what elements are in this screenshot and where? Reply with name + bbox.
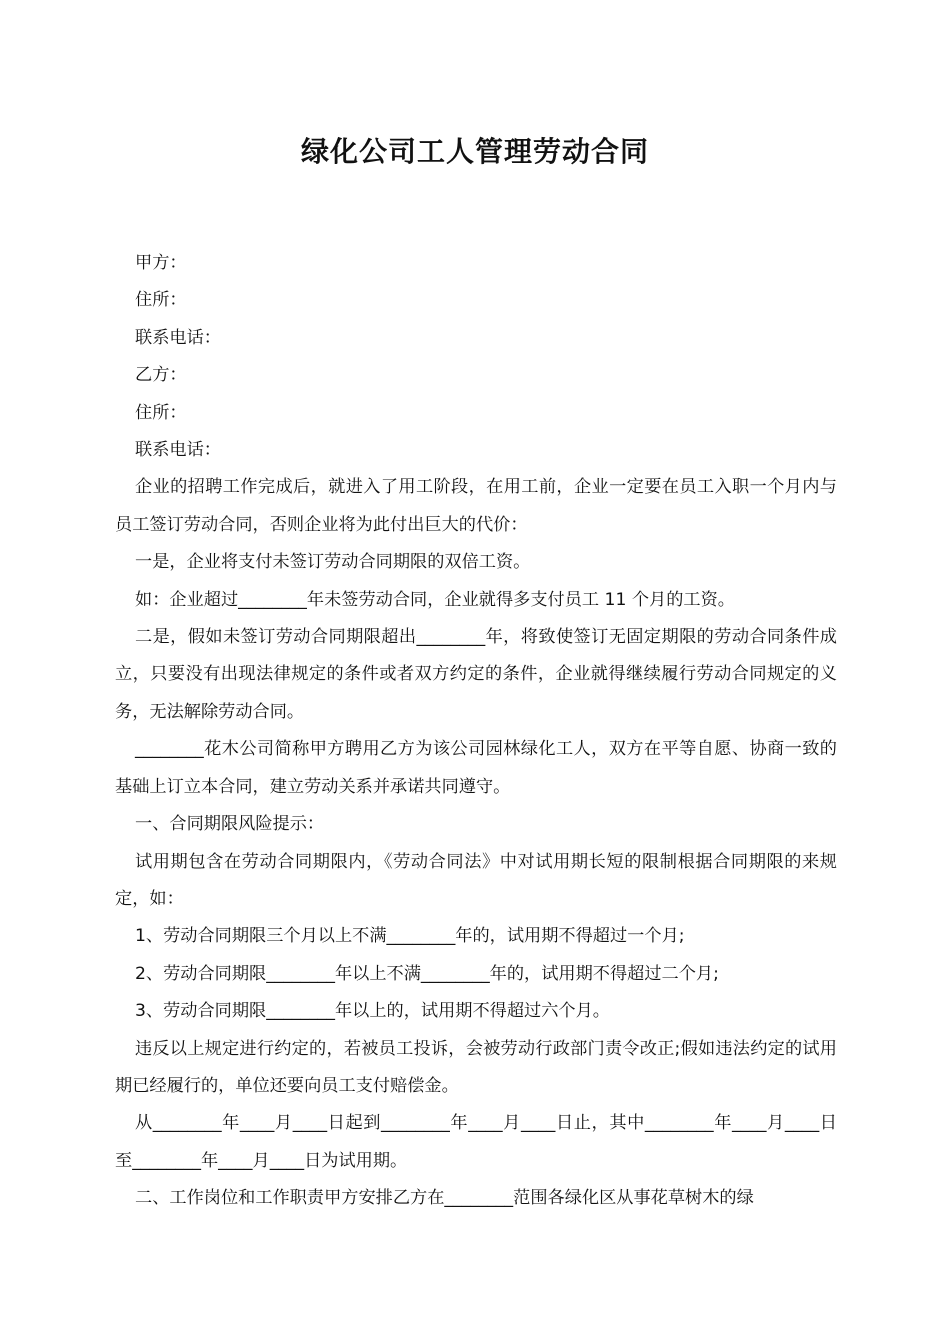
party-a-label: 甲方： xyxy=(135,253,187,273)
probation-intro: 试用期包含在劳动合同期限内，《劳动合同法》中对试用期长短的限制根据合同期限的来规定，如： xyxy=(115,851,837,909)
intro-paragraph: 企业的招聘工作完成后，就进入了用工阶段，在用工前，企业一定要在员工入职一个月内与员工签订劳动合同，否则企业将为此付出巨大的代价： xyxy=(115,477,837,535)
risk-point-two: 二是，假如未签订劳动合同期限超出________年，将致使签订无固定期限的劳动合同条件成立，只要没有出现法律规定的条件或者双方约定的条件，企业就得继续履行劳动合同规定的义务，无法解除劳动合同。 xyxy=(115,627,837,722)
risk-point-one: 一是，企业将支付未签订劳动合同期限的双倍工资。 xyxy=(135,552,531,573)
party-a-phone-label: 联系电话： xyxy=(135,327,221,348)
section-two-start: 二、工作岗位和工作职责甲方安排乙方在________范围各绿化区从事花草树木的绿 xyxy=(135,1188,754,1209)
violation-note: 违反以上规定进行约定的，若被员工投诉，会被劳动行政部门责令改正;假如违法约定的试用期已经履行的，单位还要向员工支付赔偿金。 xyxy=(115,1038,837,1096)
party-b-address-label: 住所： xyxy=(135,402,187,423)
document-title: 绿化公司工人管理劳动合同 xyxy=(300,135,649,168)
party-a-address-label: 住所： xyxy=(135,290,187,311)
probation-rule-1: 1、劳动合同期限三个月以上不满________年的，试用期不得超过一个月; xyxy=(135,926,685,947)
document-body xyxy=(115,245,837,1218)
contract-preamble: ________花木公司简称甲方聘用乙方为该公司园林绿化工人，双方在平等自愿、协商一致的基础上订立本合同，建立劳动关系并承诺共同遵守。 xyxy=(115,739,837,797)
probation-rule-3: 3、劳动合同期限________年以上的，试用期不得超过六个月。 xyxy=(135,1001,610,1022)
party-b-phone-label: 联系电话： xyxy=(135,440,221,461)
contract-term-clause: 从________年____月____日起到________年____月____日止，其中________年____月____日至________年____月____日为试用期。 xyxy=(115,1113,837,1171)
risk-point-one-example: 如：企业超过________年未签劳动合同，企业就得多支付员工 11 个月的工资。 xyxy=(135,589,735,610)
party-b-label: 乙方： xyxy=(135,365,187,386)
probation-rule-2: 2、劳动合同期限________年以上不满________年的，试用期不得超过二个月; xyxy=(135,963,719,984)
section-one-heading: 一、合同期限风险提示： xyxy=(135,814,325,835)
